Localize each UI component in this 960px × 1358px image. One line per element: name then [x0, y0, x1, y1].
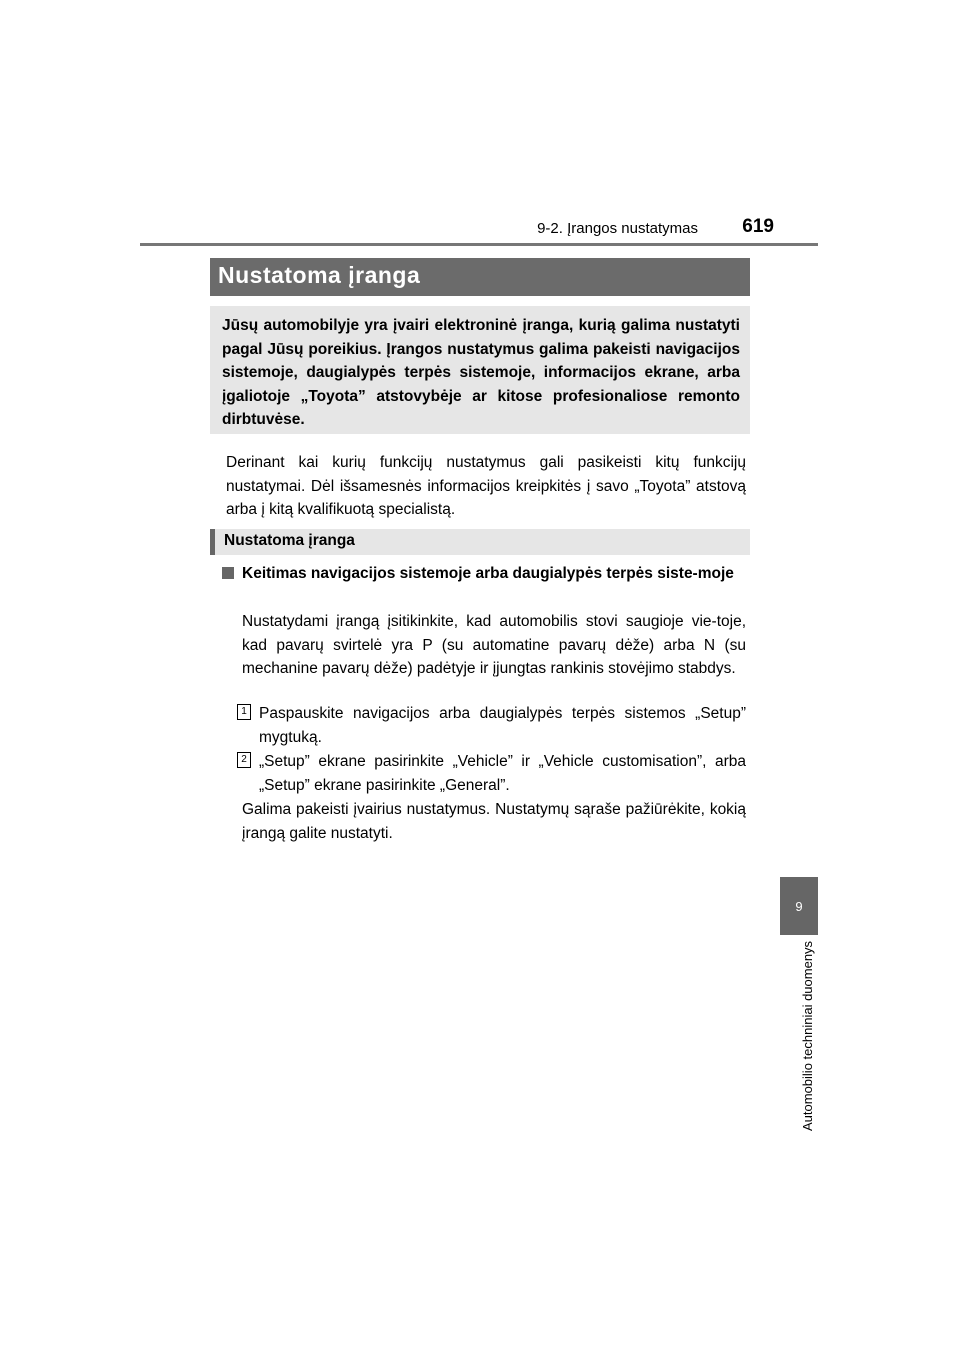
note-paragraph: Derinant kai kurių funkcijų nustatymus gali pasikeisti kitų funkcijų nustatymai. Dėl išsamesnės informacijos kreipkitės į savo „Toyota” atstovą arba į kitą kvalifikuotą specialistą. — [226, 454, 746, 518]
item-footer: Galima pakeisti įvairius nustatymus. Nustatymų sąraše pažiūrėkite, kokią įrangą galite nustatyti. — [242, 801, 746, 842]
subheading-bar — [210, 529, 215, 555]
subheading-text: Nustatoma įranga — [224, 532, 355, 549]
page-header — [0, 0, 960, 250]
item-body: Nustatydami įrangą įsitikinkite, kad automobilis stovi saugioje vie-toje, kad pavarų svirtelė yra P (su automatine pavarų dėže) arba N (su mechanine pavarų dėže) padėtyje ir įjungtas rankinis stovėjimo stabdys. — [242, 613, 746, 677]
section-title: 9-2. Įrangos nustatymas — [537, 220, 698, 237]
intro-text: Jūsų automobilyje yra įvairi elektroninė įranga, kurią galima nustatyti pagal Jūsų poreikius. Įrangos nustatymus galima pakeisti navigacijos sistemoje, daugialypės terpės sistemoje, informacijos ekrane, arba įgaliotoje „Toyota” atstovybėje ar kitose profesionaliose remonto dirbtuvėse. — [222, 317, 740, 428]
step-number-2: 2 — [237, 752, 251, 768]
subheading — [210, 529, 750, 555]
intro-box — [210, 306, 750, 434]
item-title: Keitimas navigacijos sistemoje arba daugialypės terpės siste-moje — [242, 565, 734, 582]
bullet-square-icon — [222, 567, 234, 579]
page-title: Nustatoma įranga — [218, 262, 421, 288]
title-bar — [210, 258, 750, 296]
step-number-1: 1 — [237, 704, 251, 720]
chapter-side — [796, 940, 818, 1135]
step-text-1: Paspauskite navigacijos arba daugialypės terpės sistemos „Setup” mygtuką. — [259, 705, 746, 746]
chapter-label: Automobilio techniniai duomenys — [800, 940, 815, 1131]
chapter-tab: 9 — [780, 877, 818, 935]
page-number: 619 — [742, 216, 774, 237]
header-rule — [140, 243, 818, 246]
step-text-2: „Setup” ekrane pasirinkite „Vehicle” ir „Vehicle customisation”, arba „Setup” ekrane pasirinkite „General”. — [259, 753, 746, 794]
